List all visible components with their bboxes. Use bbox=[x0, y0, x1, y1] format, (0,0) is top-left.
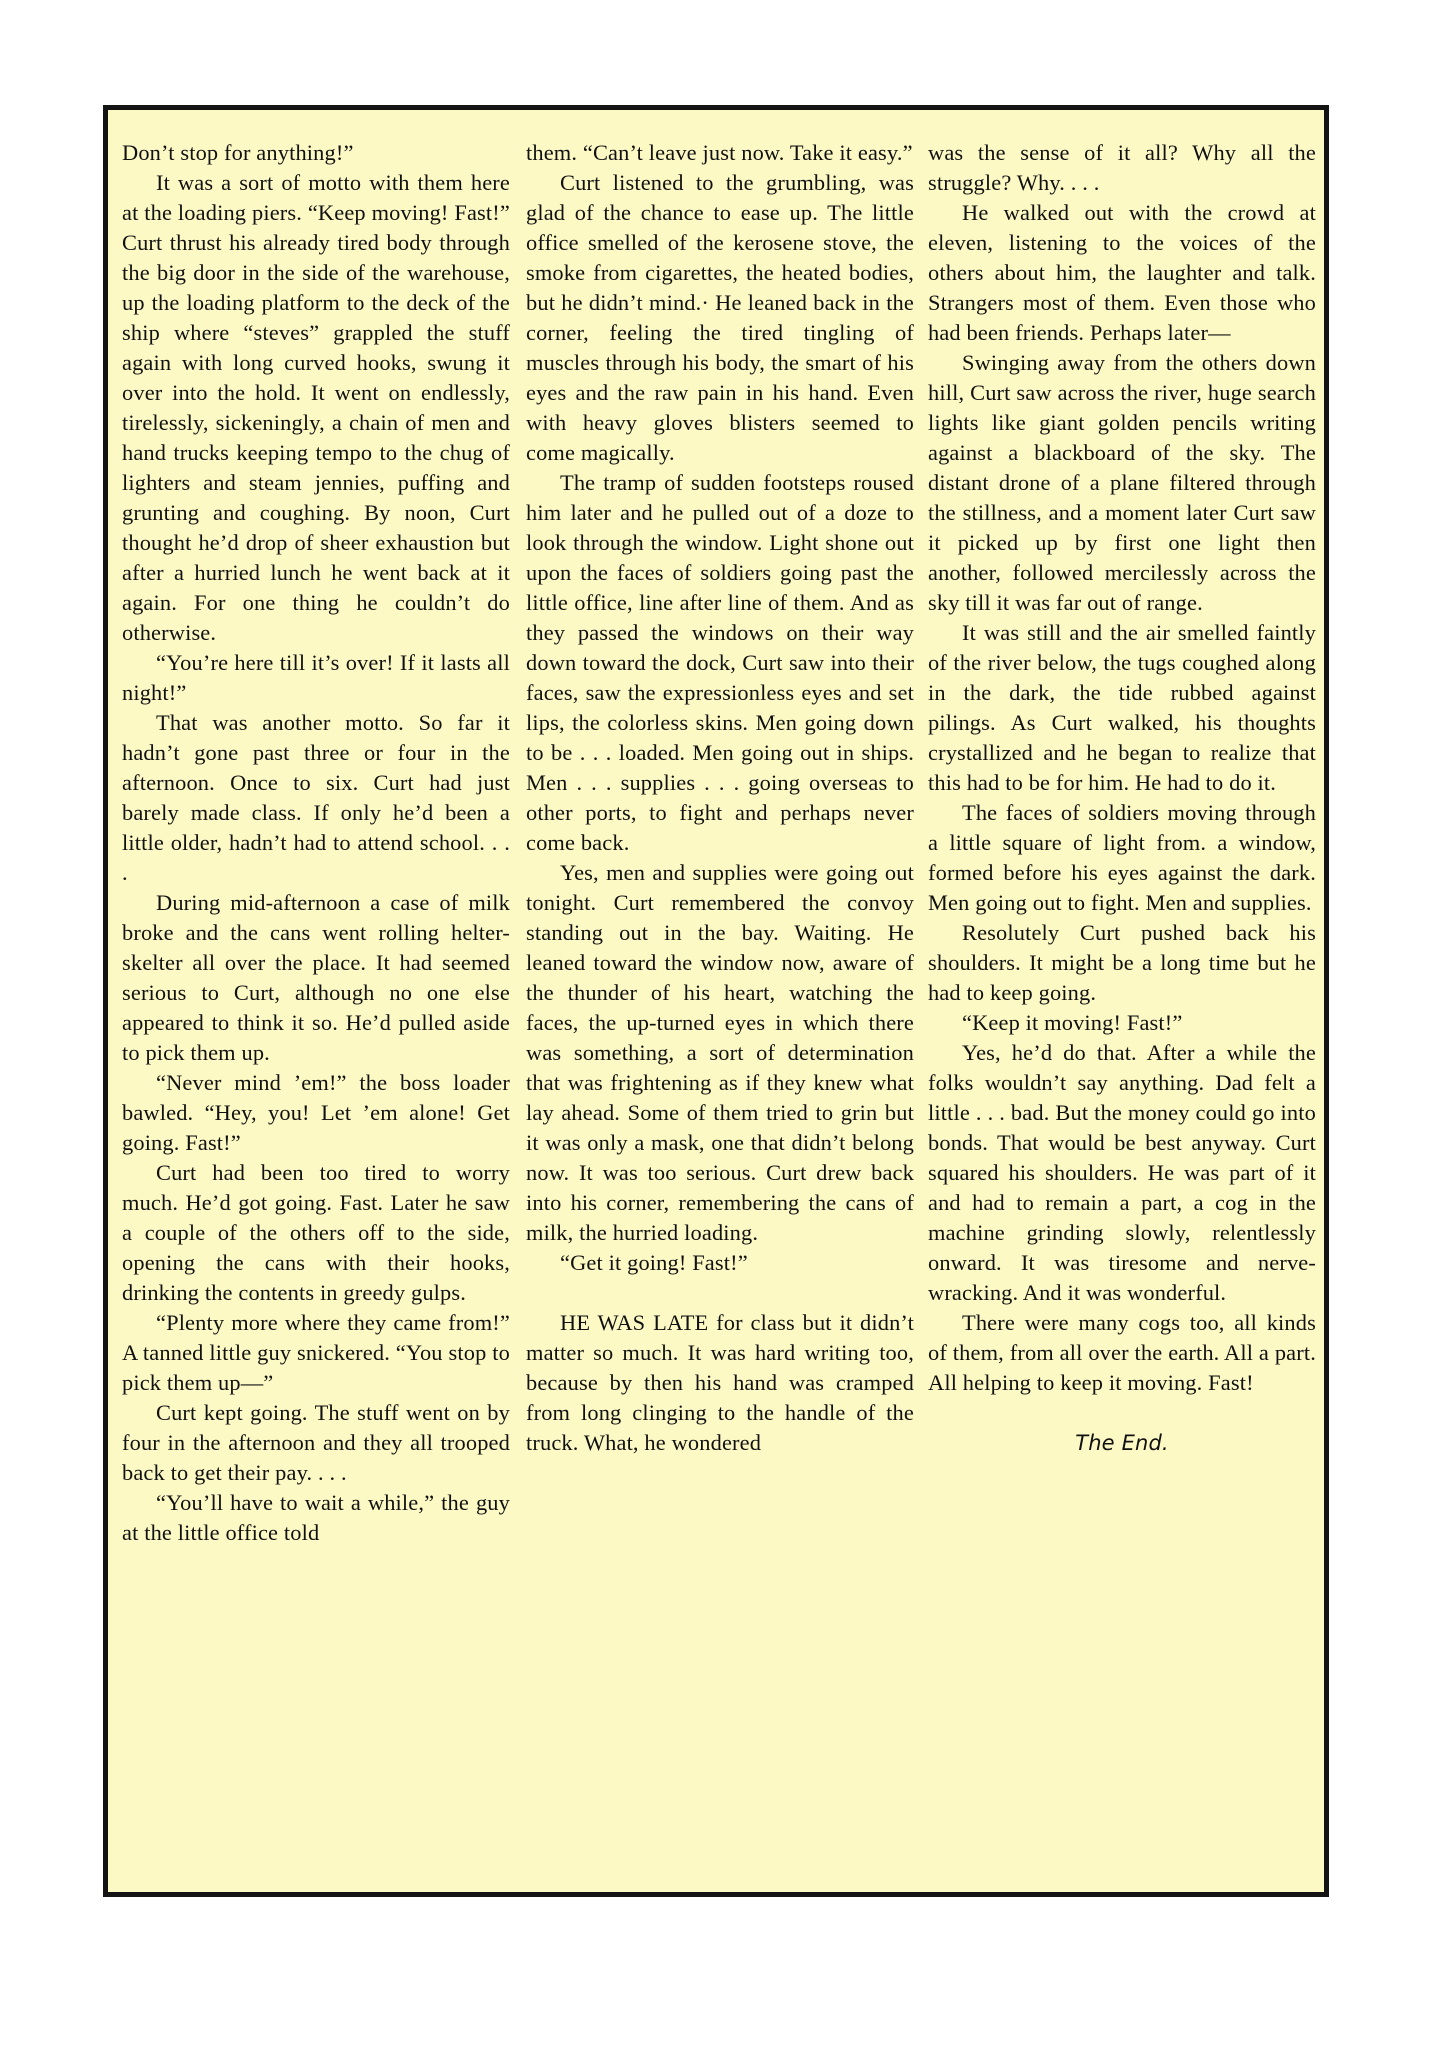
paragraph: There were many cogs too, all kinds of them, from all over the earth. All a part. All helping to keep it moving. Fast! bbox=[928, 1310, 1316, 1395]
text-column-1 bbox=[122, 138, 510, 1548]
text-column-2 bbox=[526, 138, 914, 1458]
paragraph: Yes, men and supplies were going out tonight. Curt remembered the convoy standing out in the bay. Waiting. He leaned toward the window now, aware of the thunder of his heart, watching the faces, the up-turned eyes in which there was something, a sort of determination that was frightening as if they knew what lay ahead. Some of them tried to grin but it was only a mask, one that didn’t belong now. It was too serious. Curt drew back into his corner, remembering the cans of milk, the hurried loading. bbox=[526, 860, 914, 1245]
the-end-label: The End. bbox=[1075, 1431, 1169, 1455]
text-column-3 bbox=[928, 138, 1316, 1458]
paragraph: HE WAS LATE for class but it didn’t matter so much. It was hard writing too, because by then his hand was cramped from long clinging to the handle of the truck. What, he wondered bbox=[526, 1310, 914, 1455]
paragraph: Curt had been too tired to worry much. He’d got going. Fast. Later he saw a couple of the others off to the side, opening the cans with their hooks, drinking the contents in greedy gulps. bbox=[122, 1160, 510, 1305]
paragraph: “You’re here till it’s over! If it lasts all night!” bbox=[122, 650, 510, 705]
paragraph: Swinging away from the others down hill, Curt saw across the river, huge search lights like giant golden pencils writing against a blackboard of the sky. The distant drone of a plane filtered through the stillness, and a moment later Curt saw it picked up by first one light then another, followed mercilessly across the sky till it was far out of range. bbox=[928, 350, 1316, 615]
paragraph: The faces of soldiers moving through a little square of light from. a window, formed before his eyes against the dark. Men going out to fight. Men and supplies. bbox=[928, 800, 1316, 915]
paragraph: The tramp of sudden footsteps roused him later and he pulled out of a doze to look through the window. Light shone out upon the faces of soldiers going past the little office, line after line of them. And as they passed the windows on their way down toward the dock, Curt saw into their faces, saw the expressionless eyes and set lips, the colorless skins. Men going down to be . . . loaded. Men going out in ships. Men . . . supplies . . . going overseas to other ports, to fight and perhaps never come back. bbox=[526, 470, 914, 855]
paragraph: Curt kept going. The stuff went on by four in the afternoon and they all trooped back to get their pay. . . . bbox=[122, 1400, 510, 1485]
paragraph: Yes, he’d do that. After a while the folks wouldn’t say anything. Dad felt a little . . . bad. But the money could go into bonds. That would be best anyway. Curt squared his shoulders. He was part of it and had to remain a part, a cog in the machine grinding slowly, relentlessly onward. It was tiresome and nerve-wracking. And it was wonderful. bbox=[928, 1040, 1316, 1305]
paragraph: Curt listened to the grumbling, was glad of the chance to ease up. The little office smelled of the kerosene stove, the smoke from cigarettes, the heated bodies, but he didn’t mind.· He leaned back in the corner, feeling the tired tingling of muscles through his body, the smart of his eyes and the raw pain in his hand. Even with heavy gloves blisters seemed to come magically. bbox=[526, 170, 914, 465]
paragraph: Resolutely Curt pushed back his shoulders. It might be a long time but he had to keep going. bbox=[928, 920, 1316, 1005]
story-page bbox=[103, 105, 1329, 1897]
paragraph: “Plenty more where they came from!” A tanned little guy snickered. “You stop to pick them up—” bbox=[122, 1310, 510, 1395]
paragraph: “Get it going! Fast!” bbox=[560, 1250, 748, 1275]
paragraph: It was still and the air smelled faintly of the river below, the tugs coughed along in the dark, the tide rubbed against pilings. As Curt walked, his thoughts crystallized and he began to realize that this had to be for him. He had to do it. bbox=[928, 620, 1316, 795]
paragraph: That was another motto. So far it hadn’t gone past three or four in the afternoon. Once to six. Curt had just barely made class. If only he’d been a little older, hadn’t had to attend school. . . . bbox=[122, 710, 510, 885]
paragraph: was the sense of it all? Why all the struggle? Why. . . . bbox=[928, 140, 1316, 195]
paragraph: Don’t stop for anything!” bbox=[122, 140, 354, 165]
paragraph: “You’ll have to wait a while,” the guy at the little office told bbox=[122, 1490, 510, 1545]
paragraph: “Never mind ’em!” the boss loader bawled. “Hey, you! Let ’em alone! Get going. Fast!” bbox=[122, 1070, 510, 1155]
paragraph: It was a sort of motto with them here at the loading piers. “Keep moving! Fast!” Curt thrust his already tired body through the big door in the side of the warehouse, up the loading platform to the deck of the ship where “steves” grappled the stuff again with long curved hooks, swung it over into the hold. It went on endlessly, tirelessly, sickeningly, a chain of men and hand trucks keeping tempo to the chug of lighters and steam jennies, puffing and grunting and coughing. By noon, Curt thought he’d drop of sheer exhaustion but after a hurried lunch he went back at it again. For one thing he couldn’t do otherwise. bbox=[122, 170, 510, 645]
paragraph: them. “Can’t leave just now. Take it easy.” bbox=[526, 140, 913, 165]
paragraph: He walked out with the crowd at eleven, listening to the voices of the others about him, the laughter and talk. Strangers most of them. Even those who had been friends. Perhaps later— bbox=[928, 200, 1316, 345]
paragraph: “Keep it moving! Fast!” bbox=[962, 1010, 1183, 1035]
paragraph: During mid-afternoon a case of milk broke and the cans went rolling helter-skelter all over the place. It had seemed serious to Curt, although no one else appeared to think it so. He’d pulled aside to pick them up. bbox=[122, 890, 510, 1065]
